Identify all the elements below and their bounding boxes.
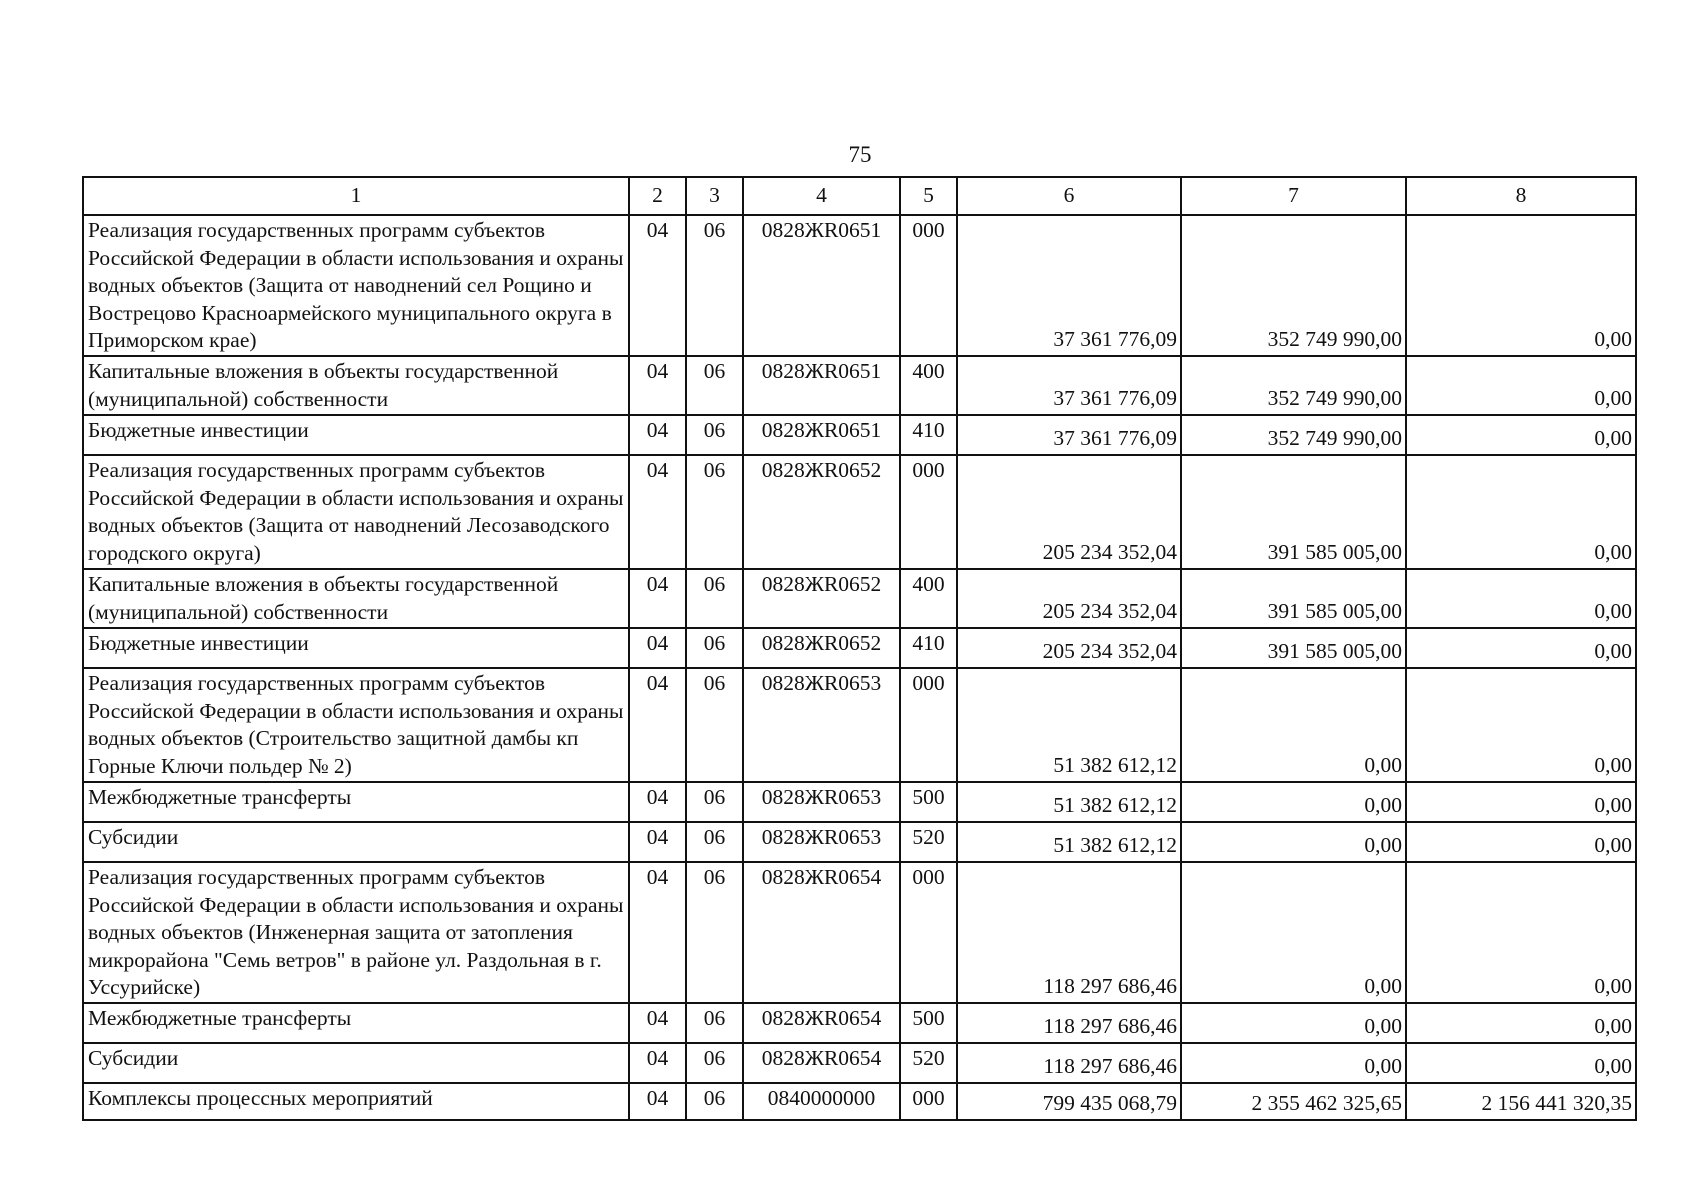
cell-target-code: 0828ЖR0651 <box>743 356 900 415</box>
cell-expense-type: 410 <box>900 415 957 455</box>
cell-target-code: 0828ЖR0651 <box>743 215 900 356</box>
cell-amount-6: 51 382 612,12 <box>957 822 1181 862</box>
cell-subsection: 06 <box>686 862 743 1003</box>
cell-target-code: 0828ЖR0651 <box>743 415 900 455</box>
cell-amount-7: 352 749 990,00 <box>1181 215 1406 356</box>
row-description: Межбюджетные трансферты <box>83 1003 629 1043</box>
cell-amount-7: 0,00 <box>1181 822 1406 862</box>
table-row <box>83 782 1636 822</box>
cell-amount-6: 37 361 776,09 <box>957 356 1181 415</box>
cell-amount-6: 37 361 776,09 <box>957 215 1181 356</box>
cell-subsection: 06 <box>686 1003 743 1043</box>
row-description: Реализация государственных программ субъектов Российской Федерации в области использования и охраны водных объектов (Защита от наводнений сел Рощино и Вострецово Красноармейского муниципального округа в Приморском крае) <box>83 215 629 356</box>
row-description: Комплексы процессных мероприятий <box>83 1083 629 1120</box>
page-number: 75 <box>848 142 872 167</box>
row-description: Межбюджетные трансферты <box>83 782 629 822</box>
row-description: Реализация государственных программ субъектов Российской Федерации в области использования и охраны водных объектов (Инженерная защита от затопления микрорайона "Семь ветров" в районе ул. Раздольная в г. Уссурийске) <box>83 862 629 1003</box>
row-description: Реализация государственных программ субъектов Российской Федерации в области использования и охраны водных объектов (Строительство защитной дамбы кп Горные Ключи польдер № 2) <box>83 668 629 782</box>
cell-amount-6: 51 382 612,12 <box>957 668 1181 782</box>
cell-amount-8: 0,00 <box>1406 1043 1636 1083</box>
cell-target-code: 0828ЖR0653 <box>743 782 900 822</box>
cell-amount-8: 0,00 <box>1406 1003 1636 1043</box>
cell-subsection: 06 <box>686 1043 743 1083</box>
cell-amount-8: 0,00 <box>1406 415 1636 455</box>
cell-amount-8: 0,00 <box>1406 215 1636 356</box>
cell-expense-type: 500 <box>900 782 957 822</box>
table-header-row <box>83 177 1636 215</box>
cell-subsection: 06 <box>686 569 743 628</box>
row-description: Капитальные вложения в объекты государственной (муниципальной) собственности <box>83 356 629 415</box>
cell-expense-type: 000 <box>900 455 957 569</box>
cell-subsection: 06 <box>686 668 743 782</box>
cell-target-code: 0828ЖR0654 <box>743 862 900 1003</box>
cell-section: 04 <box>629 782 686 822</box>
row-description: Субсидии <box>83 822 629 862</box>
cell-target-code: 0828ЖR0653 <box>743 668 900 782</box>
cell-section: 04 <box>629 1043 686 1083</box>
table-row <box>83 668 1636 782</box>
cell-subsection: 06 <box>686 1083 743 1120</box>
cell-subsection: 06 <box>686 782 743 822</box>
cell-expense-type: 500 <box>900 1003 957 1043</box>
cell-expense-type: 400 <box>900 356 957 415</box>
cell-expense-type: 000 <box>900 215 957 356</box>
cell-amount-7: 391 585 005,00 <box>1181 569 1406 628</box>
row-description: Реализация государственных программ субъектов Российской Федерации в области использования и охраны водных объектов (Защита от наводнений Лесозаводского городского округа) <box>83 455 629 569</box>
cell-section: 04 <box>629 356 686 415</box>
cell-amount-8: 0,00 <box>1406 455 1636 569</box>
cell-target-code: 0828ЖR0654 <box>743 1003 900 1043</box>
cell-amount-8: 0,00 <box>1406 862 1636 1003</box>
cell-expense-type: 400 <box>900 569 957 628</box>
cell-amount-7: 352 749 990,00 <box>1181 415 1406 455</box>
cell-expense-type: 000 <box>900 668 957 782</box>
table-row <box>83 569 1636 628</box>
cell-section: 04 <box>629 862 686 1003</box>
cell-amount-8: 0,00 <box>1406 822 1636 862</box>
cell-expense-type: 000 <box>900 1083 957 1120</box>
header-cell: 5 <box>900 177 957 215</box>
cell-expense-type: 520 <box>900 1043 957 1083</box>
cell-section: 04 <box>629 215 686 356</box>
row-description: Субсидии <box>83 1043 629 1083</box>
table-row <box>83 215 1636 356</box>
table-row <box>83 1043 1636 1083</box>
header-cell: 1 <box>83 177 629 215</box>
cell-subsection: 06 <box>686 822 743 862</box>
cell-section: 04 <box>629 415 686 455</box>
table-row <box>83 1003 1636 1043</box>
cell-amount-8: 0,00 <box>1406 356 1636 415</box>
cell-amount-7: 391 585 005,00 <box>1181 455 1406 569</box>
cell-amount-6: 205 234 352,04 <box>957 569 1181 628</box>
row-description: Бюджетные инвестиции <box>83 628 629 668</box>
table-row <box>83 356 1636 415</box>
table-row <box>83 1083 1636 1120</box>
cell-section: 04 <box>629 455 686 569</box>
cell-amount-8: 0,00 <box>1406 668 1636 782</box>
cell-section: 04 <box>629 668 686 782</box>
cell-expense-type: 410 <box>900 628 957 668</box>
cell-amount-8: 0,00 <box>1406 782 1636 822</box>
cell-amount-8: 0,00 <box>1406 628 1636 668</box>
table-row <box>83 822 1636 862</box>
cell-amount-6: 205 234 352,04 <box>957 455 1181 569</box>
cell-amount-8: 2 156 441 320,35 <box>1406 1083 1636 1120</box>
cell-subsection: 06 <box>686 356 743 415</box>
cell-expense-type: 520 <box>900 822 957 862</box>
cell-subsection: 06 <box>686 215 743 356</box>
cell-amount-7: 0,00 <box>1181 668 1406 782</box>
header-cell: 6 <box>957 177 1181 215</box>
cell-amount-6: 118 297 686,46 <box>957 1043 1181 1083</box>
cell-amount-6: 51 382 612,12 <box>957 782 1181 822</box>
header-cell: 4 <box>743 177 900 215</box>
cell-subsection: 06 <box>686 628 743 668</box>
table-row <box>83 628 1636 668</box>
cell-subsection: 06 <box>686 415 743 455</box>
cell-target-code: 0828ЖR0652 <box>743 569 900 628</box>
header-cell: 7 <box>1181 177 1406 215</box>
cell-amount-7: 0,00 <box>1181 862 1406 1003</box>
cell-target-code: 0840000000 <box>743 1083 900 1120</box>
cell-amount-7: 0,00 <box>1181 1043 1406 1083</box>
cell-section: 04 <box>629 628 686 668</box>
table-row <box>83 455 1636 569</box>
cell-amount-6: 118 297 686,46 <box>957 1003 1181 1043</box>
cell-target-code: 0828ЖR0654 <box>743 1043 900 1083</box>
cell-amount-8: 0,00 <box>1406 569 1636 628</box>
header-cell: 2 <box>629 177 686 215</box>
cell-target-code: 0828ЖR0652 <box>743 628 900 668</box>
row-description: Капитальные вложения в объекты государственной (муниципальной) собственности <box>83 569 629 628</box>
cell-amount-7: 2 355 462 325,65 <box>1181 1083 1406 1120</box>
cell-section: 04 <box>629 822 686 862</box>
budget-table <box>82 176 1637 1121</box>
cell-amount-6: 205 234 352,04 <box>957 628 1181 668</box>
cell-amount-7: 0,00 <box>1181 1003 1406 1043</box>
cell-target-code: 0828ЖR0652 <box>743 455 900 569</box>
cell-amount-7: 391 585 005,00 <box>1181 628 1406 668</box>
cell-section: 04 <box>629 569 686 628</box>
cell-target-code: 0828ЖR0653 <box>743 822 900 862</box>
cell-section: 04 <box>629 1083 686 1120</box>
cell-expense-type: 000 <box>900 862 957 1003</box>
cell-amount-7: 352 749 990,00 <box>1181 356 1406 415</box>
cell-amount-7: 0,00 <box>1181 782 1406 822</box>
header-cell: 3 <box>686 177 743 215</box>
cell-section: 04 <box>629 1003 686 1043</box>
cell-amount-6: 37 361 776,09 <box>957 415 1181 455</box>
cell-subsection: 06 <box>686 455 743 569</box>
cell-amount-6: 799 435 068,79 <box>957 1083 1181 1120</box>
header-cell: 8 <box>1406 177 1636 215</box>
table-row <box>83 862 1636 1003</box>
row-description: Бюджетные инвестиции <box>83 415 629 455</box>
table-row <box>83 415 1636 455</box>
cell-amount-6: 118 297 686,46 <box>957 862 1181 1003</box>
